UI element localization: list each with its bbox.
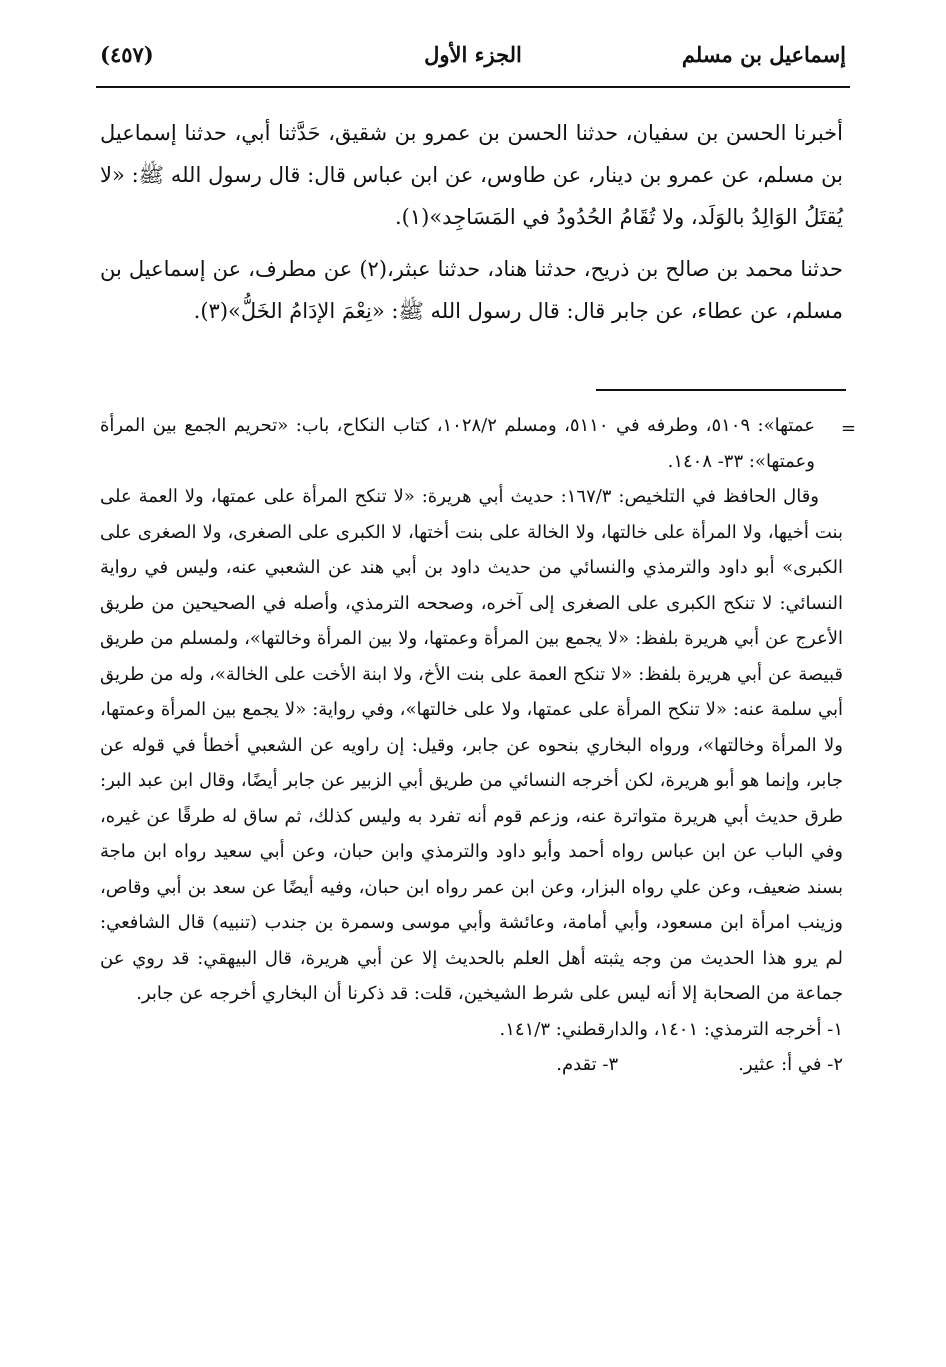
running-header [100, 40, 846, 76]
footnote-2: ٢- في أ: عثير. [738, 1054, 843, 1075]
footnote-3: ٣- تقدم. [556, 1054, 619, 1075]
header-rule [96, 86, 850, 88]
continuation-mark: = [840, 418, 856, 439]
footnote-continuation-paragraph: وقال الحافظ في التلخيص: ١٦٧/٣: حديث أبي هريرة: «لا تنكح المرأة على عمتها، ولا العمة على بنت أخيها، ولا المرأة على خالتها، ولا الخالة على بنت أختها، لا الكبرى على الصغرى، ولا الصغرى على الكبرى» أبو داود والترمذي والنسائي من حديث داود بن أبي هند عن الشعبي عنه، وليس في رواية النسائي: لا تنكح الكبرى على الصغرى إلى آخره، وصححه الترمذي، وأصله في الصحيحين من طريق الأعرج عن أبي هريرة بلفظ: «لا يجمع بين المرأة وعمتها، ولا بين المرأة وخالتها»، ولمسلم من طريق قبيصة عن أبي هريرة بلفظ: «لا تنكح العمة على بنت الأخ، ولا ابنة الأخت على الخالة»، وله من طريق أبي سلمة عنه: «لا تنكح المرأة على عمتها، ولا على خالتها»، وفي رواية: «لا يجمع بين المرأة وعمتها، ولا المرأة وخالتها»، ورواه البخاري بنحوه عن جابر، وقيل: إن راويه عن الشعبي أخطأ في قوله عن جابر، وإنما هو أبو هريرة، لكن أخرجه النسائي من طريق أبي الزبير عن جابر أيضًا، وقال ابن عبد البر: طرق حديث أبي هريرة متواترة عنه، وزعم قوم أنه تفرد به وليس كذلك، ثم ساق له طرقًا عن غيره، وفي الباب عن ابن عباس رواه أحمد وأبو داود والترمذي وابن حبان، وعن أبي سعيد رواه ابن ماجة بسند ضعيف، وعن علي رواه البزار، وعن ابن عمر رواه ابن حبان، وفيه أيضًا عن سعد بن أبي وقاص، وزينب امرأة ابن مسعود، وأبي أمامة، وعائشة وأبي موسى وسمرة بن جندب (تنبيه) قال الشافعي: لم يرو هذا الحديث من وجه يثبته أهل العلم بالحديث إلا عن أبي هريرة، قال البيهقي: قد روي عن جماعة من الصحابة إلا أنه ليس على شرط الشيخين، قلت: قد ذكرنا أن البخاري أخرجه عن جابر. [100, 486, 843, 1004]
footnote-row [100, 1047, 843, 1083]
main-text [100, 112, 843, 342]
page-number: (٤٥٧) [100, 42, 154, 67]
footnote-continuation: عمتها»: ٥١٠٩، وطرفه في ٥١١٠، ومسلم ١٠٢٨/٢، كتاب النكاح، باب: «تحريم الجمع بين المرأة وعمتها»: ٣٣- ١٤٠٨. [100, 415, 815, 472]
footnotes [100, 408, 843, 1083]
header-chapter-title: إسماعيل بن مسلم [681, 42, 846, 67]
hadith-paragraph: أخبرنا الحسن بن سفيان، حدثنا الحسن بن عمرو بن شقيق، حَدَّثنا أبي، حدثنا إسماعيل بن مسلم، عن عمرو بن دينار، عن طاوس، عن ابن عباس قال: قال رسول الله ﷺ: «لا يُقتَلُ الوَالِدُ بالوَلَد، ولا تُقَامُ الحُدُودُ في المَسَاجِد»(١). [100, 121, 843, 229]
footnote-separator [596, 389, 846, 391]
hadith-paragraph: حدثنا محمد بن صالح بن ذريح، حدثنا هناد، حدثنا عبثر،(٢) عن مطرف، عن إسماعيل بن مسلم، عن عطاء، عن جابر قال: قال رسول الله ﷺ: «نِعْمَ الإدَامُ الخَلُّ»(٣). [100, 257, 844, 323]
footnote-1: ١- أخرجه الترمذي: ١٤٠١، والدارقطني: ١٤١/٣. [499, 1018, 843, 1040]
header-volume-title: الجزء الأول [424, 42, 522, 67]
